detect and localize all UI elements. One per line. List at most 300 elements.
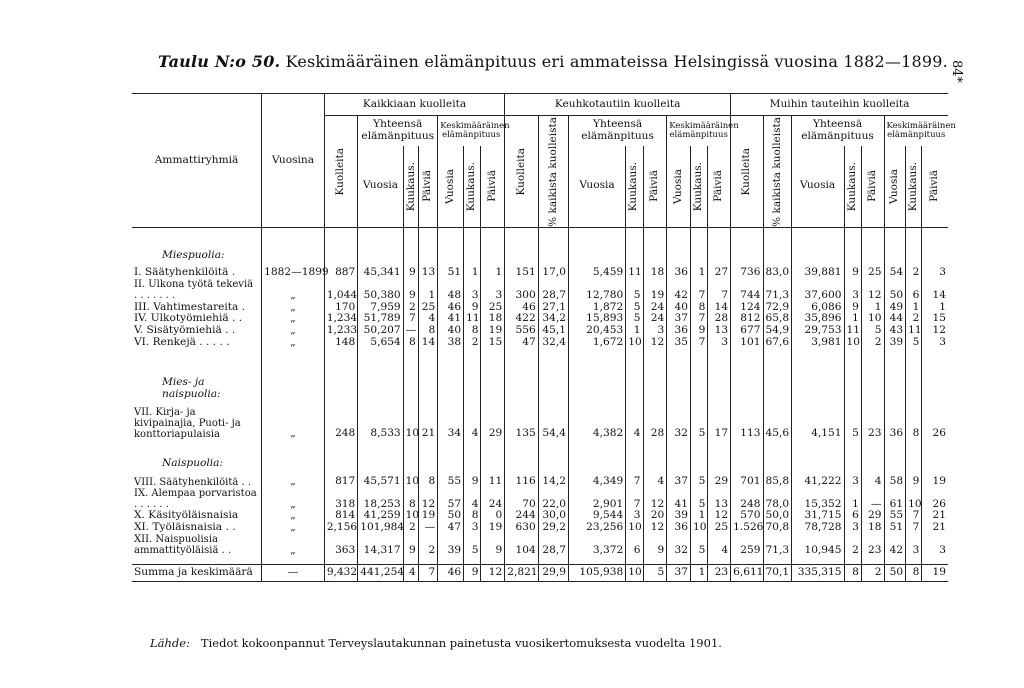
cell-value: 677	[731, 325, 763, 337]
cell-value: —	[403, 325, 418, 337]
cell-value: 12	[922, 325, 948, 337]
cell-value: 36	[667, 522, 691, 534]
cell-value: 5	[626, 279, 643, 301]
table-title: Keskimääräinen elämänpituus eri ammateissa Helsingissä vuosina 1882—1899.	[285, 52, 948, 71]
cell-value: 4	[861, 476, 884, 488]
cell-value: 15	[481, 337, 505, 349]
header-group-tb: Keuhkotautiin kuolleita	[505, 94, 731, 116]
cell-value: 50,0	[763, 510, 791, 522]
cell-value: 1	[691, 565, 708, 582]
cell-value: 5	[691, 534, 708, 556]
header-years: Vuosina	[262, 94, 325, 228]
cell-value: 116	[505, 476, 538, 488]
header-days-2: Päiviä	[643, 146, 667, 228]
cell-value: 10	[861, 313, 884, 325]
row-years: 1882—1899	[262, 267, 325, 279]
cell-value: 36	[884, 407, 906, 441]
cell-value: 14	[418, 337, 437, 349]
cell-value: 24	[481, 488, 505, 510]
header-pct-3: % kaikista kuolleista	[763, 116, 791, 228]
cell-value: 32	[667, 407, 691, 441]
cell-value: 54,9	[763, 325, 791, 337]
header-avg-months-1: Kuukaus.	[464, 146, 481, 228]
cell-value: 10	[403, 407, 418, 441]
cell-value: 10	[403, 476, 418, 488]
cell-value: 3	[922, 337, 948, 349]
cell-value: 55	[884, 510, 906, 522]
cell-value: 8	[844, 565, 861, 582]
cell-value: 5	[643, 565, 667, 582]
cell-value: 8	[418, 476, 437, 488]
cell-value: 1	[861, 302, 884, 314]
cell-value: 14,2	[538, 476, 568, 488]
cell-value: 23	[708, 565, 731, 582]
section-label: Miespuolia:	[162, 248, 225, 261]
cell-value: 2	[861, 337, 884, 349]
cell-value: 101	[731, 337, 763, 349]
row-occupation: VI. Renkejä . . . . .	[134, 337, 230, 349]
cell-value: 18	[861, 522, 884, 534]
cell-value: 44	[884, 313, 906, 325]
cell-value: 42	[884, 534, 906, 556]
cell-value: 27	[708, 267, 731, 279]
cell-value: 248	[324, 407, 357, 441]
header-days-1: Päiviä	[418, 146, 437, 228]
cell-value: 6	[844, 510, 861, 522]
cell-value: 45,341	[358, 267, 403, 279]
cell-value: 1	[464, 267, 481, 279]
cell-value: 12,780	[568, 279, 625, 301]
cell-value: 37	[667, 476, 691, 488]
cell-value: 3	[626, 510, 643, 522]
page-title	[158, 52, 948, 71]
row-years: „	[262, 337, 325, 349]
cell-value: 29,753	[791, 325, 844, 337]
cell-value: 19	[922, 565, 948, 582]
cell-value: 14,317	[358, 534, 403, 556]
cell-value: 39,881	[791, 267, 844, 279]
cell-value: 3	[481, 279, 505, 301]
cell-value: 41,259	[358, 510, 403, 522]
cell-value: 8	[464, 510, 481, 522]
cell-value: 85,8	[763, 476, 791, 488]
cell-value: 54,4	[538, 407, 568, 441]
cell-value: 2	[844, 534, 861, 556]
cell-value: 1	[906, 302, 922, 314]
cell-value: 11	[906, 325, 922, 337]
cell-value: 39	[438, 534, 464, 556]
cell-value: 113	[731, 407, 763, 441]
cell-value: 3	[922, 534, 948, 556]
row-occupation: VIII. Säätyhenkilöitä . .	[134, 476, 252, 488]
cell-value: 10	[626, 565, 643, 582]
header-years-2: Vuosia	[568, 146, 625, 228]
cell-value: 18,253	[358, 488, 403, 510]
cell-value: 21	[418, 407, 437, 441]
cell-value: 3	[844, 522, 861, 534]
cell-value: 9	[403, 534, 418, 556]
cell-value: 135	[505, 407, 538, 441]
cell-value: 29	[481, 407, 505, 441]
row-years: „	[262, 510, 325, 522]
cell-value: 4	[626, 407, 643, 441]
row-occupation: XI. Työläisnaisia . .	[134, 522, 236, 534]
cell-value: 9	[906, 476, 922, 488]
header-avg-years-3: Vuosia	[884, 146, 906, 228]
cell-value: 57	[438, 488, 464, 510]
cell-value: 9	[464, 476, 481, 488]
cell-value: 4	[464, 488, 481, 510]
cell-value: 3,981	[791, 337, 844, 349]
cell-value: 11	[464, 313, 481, 325]
cell-value: 151	[505, 267, 538, 279]
cell-value: 9	[691, 325, 708, 337]
header-avg-days-2: Päiviä	[708, 146, 731, 228]
cell-value: 8	[418, 325, 437, 337]
header-months-2: Kuukaus.	[626, 146, 643, 228]
cell-value: 10,945	[791, 534, 844, 556]
cell-value: 29	[861, 510, 884, 522]
cell-value: 25	[418, 302, 437, 314]
row-occupation: VII. Kirja- ja kivipainajia, Puoti- ja konttoriapulaisia	[134, 406, 241, 441]
cell-value: 23	[861, 407, 884, 441]
header-avg-days-3: Päiviä	[922, 146, 948, 228]
cell-value: 11	[481, 476, 505, 488]
cell-value: 2	[403, 522, 418, 534]
cell-value: 11	[844, 325, 861, 337]
cell-value: 11	[626, 267, 643, 279]
cell-value: 8	[691, 302, 708, 314]
cell-value: 1	[481, 267, 505, 279]
cell-value: —	[861, 488, 884, 510]
header-deaths-3: Kuolleita	[731, 116, 763, 228]
cell-value: 7	[626, 476, 643, 488]
cell-value: 6	[626, 534, 643, 556]
cell-value: 18	[481, 313, 505, 325]
cell-value: 244	[505, 510, 538, 522]
cell-value: 25	[708, 522, 731, 534]
cell-value: 23	[861, 534, 884, 556]
row-years: —	[262, 565, 325, 582]
cell-value: 42	[667, 279, 691, 301]
cell-value: 65,8	[763, 313, 791, 325]
cell-value: 10	[626, 522, 643, 534]
cell-value: 4	[403, 565, 418, 582]
cell-value: 34	[438, 407, 464, 441]
cell-value: 29,9	[538, 565, 568, 582]
cell-value: 1	[844, 488, 861, 510]
cell-value: 3	[643, 325, 667, 337]
cell-value: 32,4	[538, 337, 568, 349]
cell-value: 36	[667, 267, 691, 279]
cell-value: 4,151	[791, 407, 844, 441]
cell-value: 9	[464, 565, 481, 582]
cell-value: 45,571	[358, 476, 403, 488]
cell-value: 54	[884, 267, 906, 279]
header-avg-years-1: Vuosia	[438, 146, 464, 228]
cell-value: 15,893	[568, 313, 625, 325]
cell-value: 3,372	[568, 534, 625, 556]
cell-value: 335,315	[791, 565, 844, 582]
table-body	[132, 228, 948, 582]
cell-value: 4,382	[568, 407, 625, 441]
cell-value: 7	[708, 279, 731, 301]
cell-value: 71,3	[763, 279, 791, 301]
cell-value: 41	[667, 488, 691, 510]
cell-value: 5	[626, 313, 643, 325]
cell-value: 0	[481, 510, 505, 522]
cell-value: 1	[844, 313, 861, 325]
cell-value: 34,2	[538, 313, 568, 325]
cell-value: 40	[438, 325, 464, 337]
cell-value: 9	[844, 267, 861, 279]
cell-value: 32	[667, 534, 691, 556]
cell-value: 2	[418, 534, 437, 556]
cell-value: 630	[505, 522, 538, 534]
cell-value: 49	[884, 302, 906, 314]
cell-value: 78,728	[791, 522, 844, 534]
section-label: Naispuolia:	[162, 457, 224, 470]
cell-value: 41	[438, 313, 464, 325]
table-row	[132, 534, 948, 556]
cell-value: 13	[418, 267, 437, 279]
cell-value: 37	[667, 313, 691, 325]
cell-value: 7	[691, 279, 708, 301]
cell-value: 3	[906, 534, 922, 556]
cell-value: 7	[418, 565, 437, 582]
row-occupation: IX. Alempaa porvaristoa . . . . . .	[134, 488, 257, 511]
cell-value: 812	[731, 313, 763, 325]
cell-value: 51	[438, 267, 464, 279]
cell-value: 104	[505, 534, 538, 556]
row-years: „	[262, 279, 325, 301]
cell-value: 4	[708, 534, 731, 556]
source-label: Lähde:	[150, 636, 190, 650]
cell-value: 2,901	[568, 488, 625, 510]
cell-value: 18	[643, 267, 667, 279]
cell-value: 40	[667, 302, 691, 314]
cell-value: 2,821	[505, 565, 538, 582]
cell-value: 10	[626, 337, 643, 349]
cell-value: 61	[884, 488, 906, 510]
cell-value: 31,715	[791, 510, 844, 522]
cell-value: 8	[464, 325, 481, 337]
cell-value: 1	[418, 279, 437, 301]
cell-value: 3	[464, 279, 481, 301]
cell-value: 30,0	[538, 510, 568, 522]
cell-value: 7	[403, 313, 418, 325]
cell-value: 27,1	[538, 302, 568, 314]
cell-value: 124	[731, 302, 763, 314]
cell-value: 1	[691, 510, 708, 522]
cell-value: 9	[643, 534, 667, 556]
cell-value: 6,086	[791, 302, 844, 314]
cell-value: 570	[731, 510, 763, 522]
cell-value: 14	[922, 279, 948, 301]
cell-value: 5	[906, 337, 922, 349]
cell-value: 817	[324, 476, 357, 488]
header-years-1: Vuosia	[358, 146, 403, 228]
cell-value: 21	[922, 510, 948, 522]
cell-value: 22,0	[538, 488, 568, 510]
cell-value: 8,533	[358, 407, 403, 441]
header-group-all: Kaikkiaan kuolleita	[324, 94, 504, 116]
page-number: 84*	[949, 60, 964, 84]
row-years: „	[262, 522, 325, 534]
table-row	[132, 488, 948, 510]
cell-value: 422	[505, 313, 538, 325]
cell-value: 4,349	[568, 476, 625, 488]
cell-value: 887	[324, 267, 357, 279]
cell-value: 50	[884, 565, 906, 582]
cell-value: 4	[418, 313, 437, 325]
cell-value: 25	[481, 302, 505, 314]
cell-value: 148	[324, 337, 357, 349]
cell-value: 24	[643, 302, 667, 314]
cell-value: 5,459	[568, 267, 625, 279]
cell-value: 47	[505, 337, 538, 349]
cell-value: 9,432	[324, 565, 357, 582]
cell-value: 51	[884, 522, 906, 534]
cell-value: 12	[481, 565, 505, 582]
cell-value: 1	[626, 325, 643, 337]
cell-value: 1	[691, 267, 708, 279]
cell-value: 105,938	[568, 565, 625, 582]
cell-value: 6	[906, 279, 922, 301]
cell-value: 7	[626, 488, 643, 510]
cell-value: 78,0	[763, 488, 791, 510]
cell-value: 19	[481, 325, 505, 337]
cell-value: 5	[861, 325, 884, 337]
header-avg-months-2: Kuukaus.	[691, 146, 708, 228]
cell-value: 37	[667, 565, 691, 582]
cell-value: 12	[643, 522, 667, 534]
cell-value: 26	[922, 488, 948, 510]
cell-value: 3	[464, 522, 481, 534]
cell-value: 1,672	[568, 337, 625, 349]
cell-value: 36	[667, 325, 691, 337]
cell-value: 17	[708, 407, 731, 441]
cell-value: 47	[438, 522, 464, 534]
cell-value: 2,156	[324, 522, 357, 534]
source-note	[150, 636, 722, 650]
cell-value: 4	[643, 476, 667, 488]
cell-value: 1.526	[731, 522, 763, 534]
row-occupation: IV. Ulkotyömiehiä . .	[134, 313, 243, 325]
header-occupation: Ammattiryhmiä	[132, 94, 262, 228]
cell-value: 8	[403, 488, 418, 510]
header-days-3: Päiviä	[861, 146, 884, 228]
statistics-table-wrapper	[132, 93, 956, 628]
row-occupation: I. Säätyhenkilöitä .	[134, 267, 236, 279]
cell-value: 814	[324, 510, 357, 522]
cell-value: 46	[438, 565, 464, 582]
header-avg-1: Keskimääräinen elämänpituus	[438, 116, 505, 146]
cell-value: 4	[464, 407, 481, 441]
cell-value: 70,8	[763, 522, 791, 534]
cell-value: 7	[691, 337, 708, 349]
cell-value: 13	[708, 488, 731, 510]
cell-value: 736	[731, 267, 763, 279]
row-years: „	[262, 313, 325, 325]
cell-value: 556	[505, 325, 538, 337]
cell-value: 3	[708, 337, 731, 349]
cell-value: 29	[708, 476, 731, 488]
cell-value: 50	[884, 279, 906, 301]
summary-row	[132, 565, 948, 582]
cell-value: 3	[844, 279, 861, 301]
cell-value: 72,9	[763, 302, 791, 314]
cell-value: 12	[418, 488, 437, 510]
cell-value: 35,896	[791, 313, 844, 325]
cell-value: 13	[708, 325, 731, 337]
cell-value: 1,234	[324, 313, 357, 325]
cell-value: 2	[464, 337, 481, 349]
statistics-table	[132, 93, 956, 582]
cell-value: 1,044	[324, 279, 357, 301]
cell-value: 67,6	[763, 337, 791, 349]
cell-value: 25	[861, 267, 884, 279]
cell-value: 7	[906, 522, 922, 534]
table-row	[132, 279, 948, 301]
cell-value: 9	[464, 302, 481, 314]
header-deaths-1: Kuolleita	[324, 116, 357, 228]
cell-value: 8	[906, 565, 922, 582]
cell-value: 8	[403, 337, 418, 349]
cell-value: 101,984	[358, 522, 403, 534]
cell-value: 10	[691, 522, 708, 534]
header-total-2: Yhteensä elämänpituus	[568, 116, 666, 146]
cell-value: 12	[643, 337, 667, 349]
cell-value: 2	[906, 267, 922, 279]
cell-value: 259	[731, 534, 763, 556]
cell-value: 363	[324, 534, 357, 556]
cell-value: 48	[438, 279, 464, 301]
cell-value: 39	[667, 510, 691, 522]
section-header	[132, 377, 948, 401]
cell-value: 7,959	[358, 302, 403, 314]
row-years: „	[262, 534, 325, 556]
cell-value: 8	[906, 407, 922, 441]
cell-value: 19	[418, 510, 437, 522]
cell-value: 15	[922, 313, 948, 325]
table-row	[132, 267, 948, 279]
cell-value: 39	[884, 337, 906, 349]
cell-value: 441,254	[358, 565, 403, 582]
cell-value: 45,1	[538, 325, 568, 337]
cell-value: 58	[884, 476, 906, 488]
cell-value: 83,0	[763, 267, 791, 279]
header-deaths-2: Kuolleita	[505, 116, 538, 228]
cell-value: —	[418, 522, 437, 534]
cell-value: 1,872	[568, 302, 625, 314]
cell-value: 5	[691, 488, 708, 510]
cell-value: 37,600	[791, 279, 844, 301]
cell-value: 29,2	[538, 522, 568, 534]
cell-value: 5,654	[358, 337, 403, 349]
cell-value: 10	[403, 510, 418, 522]
row-years: „	[262, 476, 325, 488]
cell-value: 5	[691, 407, 708, 441]
row-years: „	[262, 325, 325, 337]
cell-value: 9	[403, 267, 418, 279]
cell-value: 5	[691, 476, 708, 488]
cell-value: 3	[922, 267, 948, 279]
cell-value: 50	[438, 510, 464, 522]
header-group-other: Muihin tauteihin kuolleita	[731, 94, 948, 116]
row-years: „	[262, 302, 325, 314]
cell-value: 28,7	[538, 279, 568, 301]
